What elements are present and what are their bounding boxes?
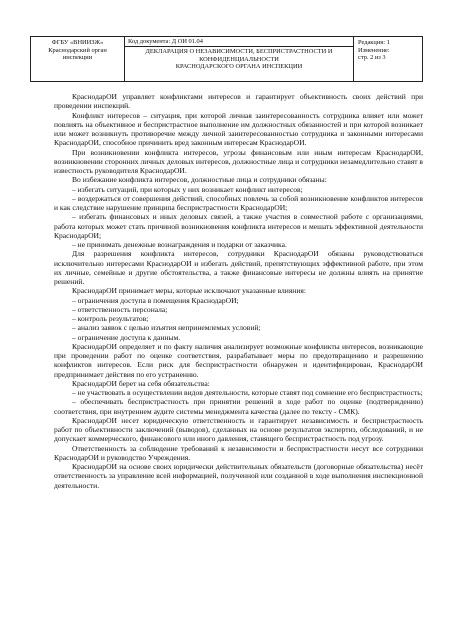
paragraph: КраснодарОИ на основе своих юридически действительных обязательств (договорные обязательства) несёт ответственность за управление всей информацией, полученной или созданной в ходе выполнения инспекционной деятельности. — [54, 462, 423, 490]
list-item: – обеспечивать беспристрастность при принятии решений в ходе работ по оценке (подтверждению) соответствия, при внутреннем аудите системы менеджмента качества (далее по тексту - СМК). — [54, 397, 423, 416]
paragraph: КраснодарОИ управляет конфликтами интересов и гарантирует объективность своих действий при проведении инспекций. — [54, 92, 423, 111]
paragraph: КраснодарОИ определяет и по факту наличия анализирует возможные конфликты интересов, возникающие при проведении работ по оценке соответствия, разрабатывает меры по предотвращению и разрешению конфликтов интересов. Если риск для беспристрастности обнаружен и идентифицирован, КраснодарОИ предпринимает действия по его устранению. — [54, 341, 423, 379]
list-item: – избегать финансовых и иных деловых связей, а также участия в совместной работе с организациями, работа которых может стать причиной возникновения конфликта интересов и мешать эффективной деятельности КраснодарОИ; — [54, 212, 423, 240]
paragraph: КраснодарОИ несет юридическую ответственность и гарантирует независимость и беспристрастность работ по объективности заключений (выводов), сделанных на основе результатов экспертиз, обследований, и не допускает коммерческого, финансового или иного давления, ставящего беспристрастность под угрозу. — [54, 415, 423, 444]
page-number: стр. 2 из 3 — [358, 54, 386, 62]
paragraph: Конфликт интересов – ситуация, при которой личная заинтересованность сотрудника влияет или может повлиять на объективное и беспристрастное выполнение им должностных обязанностей и при которой возникает или может возникнуть противоречие между личной заинтересованностью сотрудника и законными интересами КраснодарОИ, способное причинить вред законным интересам КраснодарОИ. — [54, 110, 423, 148]
header-organization — [31, 37, 125, 81]
list-item: – воздержаться от совершения действий, способных повлечь за собой возникновение конфликтов интересов и как следствие нарушение принципа беспристрастности КраснодарОИ; — [54, 193, 423, 212]
list-item: – ответственность персонала; — [72, 304, 168, 314]
declaration-title-line3: КРАСНОДАРСКОГО ОРГАНА ИНСПЕКЦИИ — [175, 63, 303, 71]
edition-label: Редакция: 1 — [358, 39, 390, 46]
org-subtitle-1: Краснодарский орган — [48, 46, 107, 54]
list-item: – анализ заявок с целью изъятия непринемлемых условий; — [72, 323, 261, 333]
paragraph: При возникновении конфликта интересов, угрозы финансовым или иным интересам КраснодарОИ, возникновении сторонних личных деловых интересов, должностные лица и сотрудники незамедлительно ставят в известность руководителя КраснодарОИ. — [54, 147, 423, 175]
org-subtitle-2: инспекции — [62, 54, 93, 62]
list-item: – ограничение доступа к данным. — [72, 332, 181, 342]
list-item: – не принимать денежные вознаграждения и подарки от заказчика. — [72, 240, 287, 249]
paragraph: КраснодарОИ принимает меры, которые исключают указанные влияния: — [72, 286, 306, 296]
org-name: ФГБУ «ВНИИЗЖ» — [51, 39, 104, 46]
paragraph: Для разрешения конфликта интересов, сотрудники КраснодарОИ обязаны руководствоваться исключительно интересами КраснодарОИ и избегать действий, препятствующих эффективной работе, при этом их личные, семейные и другие обстоятельства, а также финансовые интересы не должны влиять на принятие решений. — [54, 249, 423, 286]
doc-code: Код документа: Д ОИ 01.04 — [125, 37, 353, 47]
list-item: – ограничения доступа в помещения КраснодарОИ; — [72, 295, 239, 305]
declaration-title-line2: КОНФИДЕНЦИАЛЬНОСТИ — [199, 55, 279, 63]
paragraph: КраснодарОИ берет на себя обязательства: — [72, 378, 210, 388]
header-document-info — [125, 37, 354, 81]
header-revision — [354, 37, 422, 81]
declaration-title — [125, 47, 353, 71]
list-item: – избегать ситуаций, при которых у них возникает конфликт интересов; — [72, 184, 303, 194]
document-header — [30, 36, 423, 82]
declaration-title-line1: ДЕКЛАРАЦИЯ О НЕЗАВИСИМОСТИ, БЕСПРИСТРАСТНОСТИ И — [145, 48, 333, 55]
paragraph: Ответственность за соблюдение требований к независимости и беспристрастности несут все сотрудники КраснодарОИ и руководство Учреждения. — [54, 443, 423, 462]
change-label: Изменение: — [358, 46, 390, 54]
list-item: – не участвовать в осуществлении видов деятельности, которые ставят под сомнение его беспристрастность; — [72, 388, 423, 397]
document-body — [54, 92, 423, 490]
list-item: – контроль результатов; — [72, 314, 149, 323]
paragraph: Во избежание конфликта интересов, должностные лица и сотрудники обязаны: — [72, 175, 327, 185]
